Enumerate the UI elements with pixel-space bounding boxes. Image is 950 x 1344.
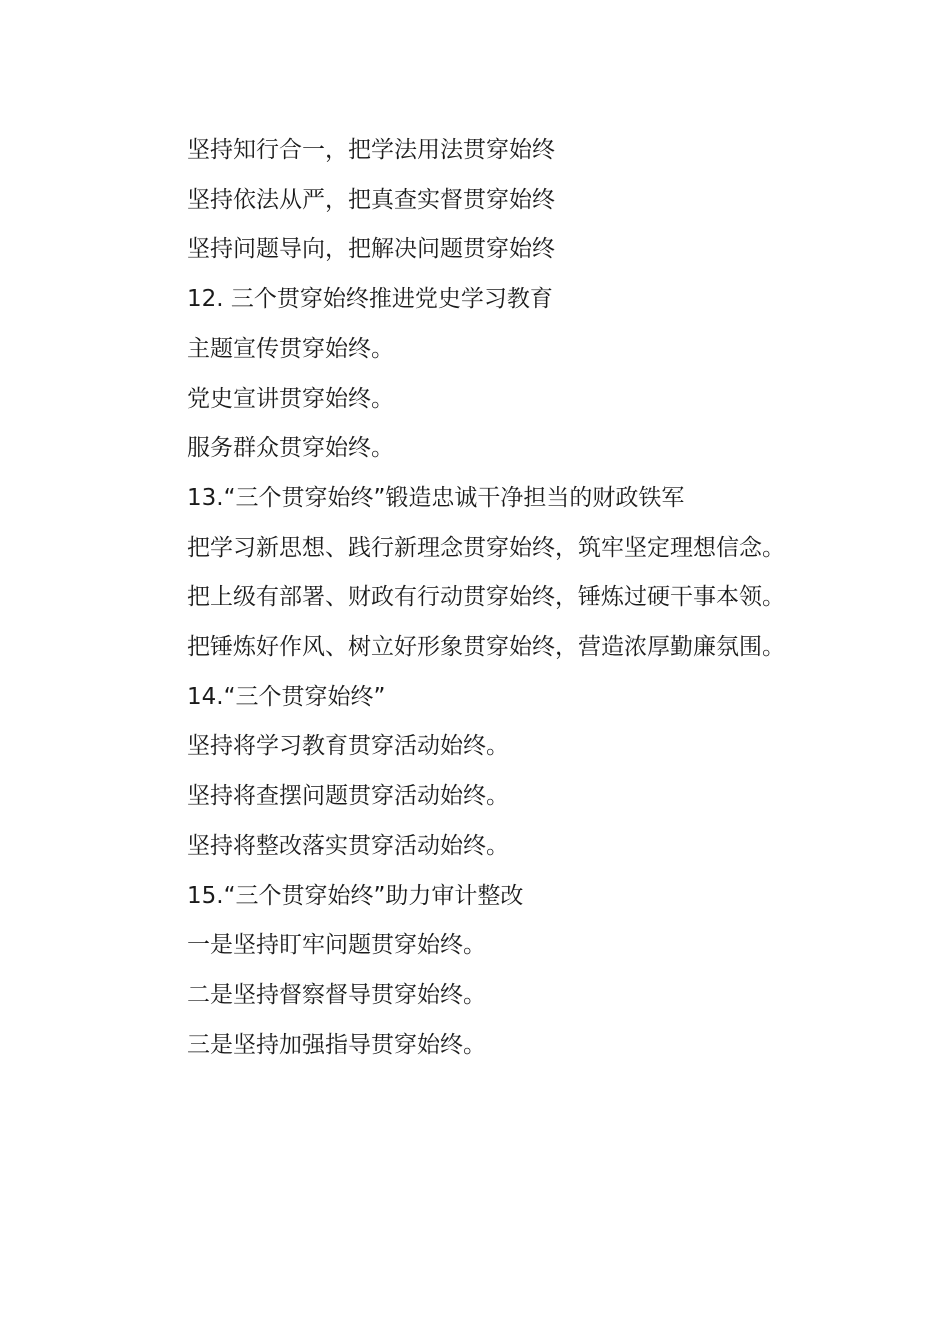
- paragraph-19: 三是坚持加强指导贯穿始终。: [187, 1031, 486, 1058]
- paragraph-6: 党史宣讲贯穿始终。: [187, 385, 394, 412]
- document-body: [143, 126, 808, 1070]
- heading-15: 15.“三个贯穿始终”助力审计整改: [187, 882, 524, 909]
- paragraph-18: 二是坚持督察督导贯穿始终。: [187, 981, 486, 1008]
- paragraph-9: 把学习新思想、践行新理念贯穿始终，筑牢坚定理想信念。: [187, 534, 785, 561]
- paragraph-5: 主题宣传贯穿始终。: [187, 335, 394, 362]
- paragraph-15: 坚持将整改落实贯穿活动始终。: [187, 832, 509, 859]
- paragraph-13: 坚持将学习教育贯穿活动始终。: [187, 733, 509, 760]
- heading-12: 12. 三个贯穿始终推进党史学习教育: [187, 286, 553, 313]
- paragraph-17: 一是坚持盯牢问题贯穿始终。: [187, 932, 486, 959]
- paragraph-1: 坚持知行合一，把学法用法贯穿始终: [187, 137, 555, 163]
- paragraph-7: 服务群众贯穿始终。: [187, 435, 394, 462]
- paragraph-14: 坚持将查摆问题贯穿活动始终。: [187, 783, 509, 810]
- heading-13: 13.“三个贯穿始终”锻造忠诚干净担当的财政铁军: [187, 484, 685, 511]
- paragraph-2: 坚持依法从严，把真查实督贯穿始终: [187, 186, 555, 213]
- heading-14: 14.“三个贯穿始终”: [187, 683, 386, 710]
- paragraph-11: 把锤炼好作风、树立好形象贯穿始终，营造浓厚勤廉氛围。: [187, 634, 785, 661]
- paragraph-3: 坚持问题导向，把解决问题贯穿始终: [187, 236, 555, 263]
- paragraph-10: 把上级有部署、财政有行动贯穿始终，锤炼过硬干事本领。: [187, 584, 785, 611]
